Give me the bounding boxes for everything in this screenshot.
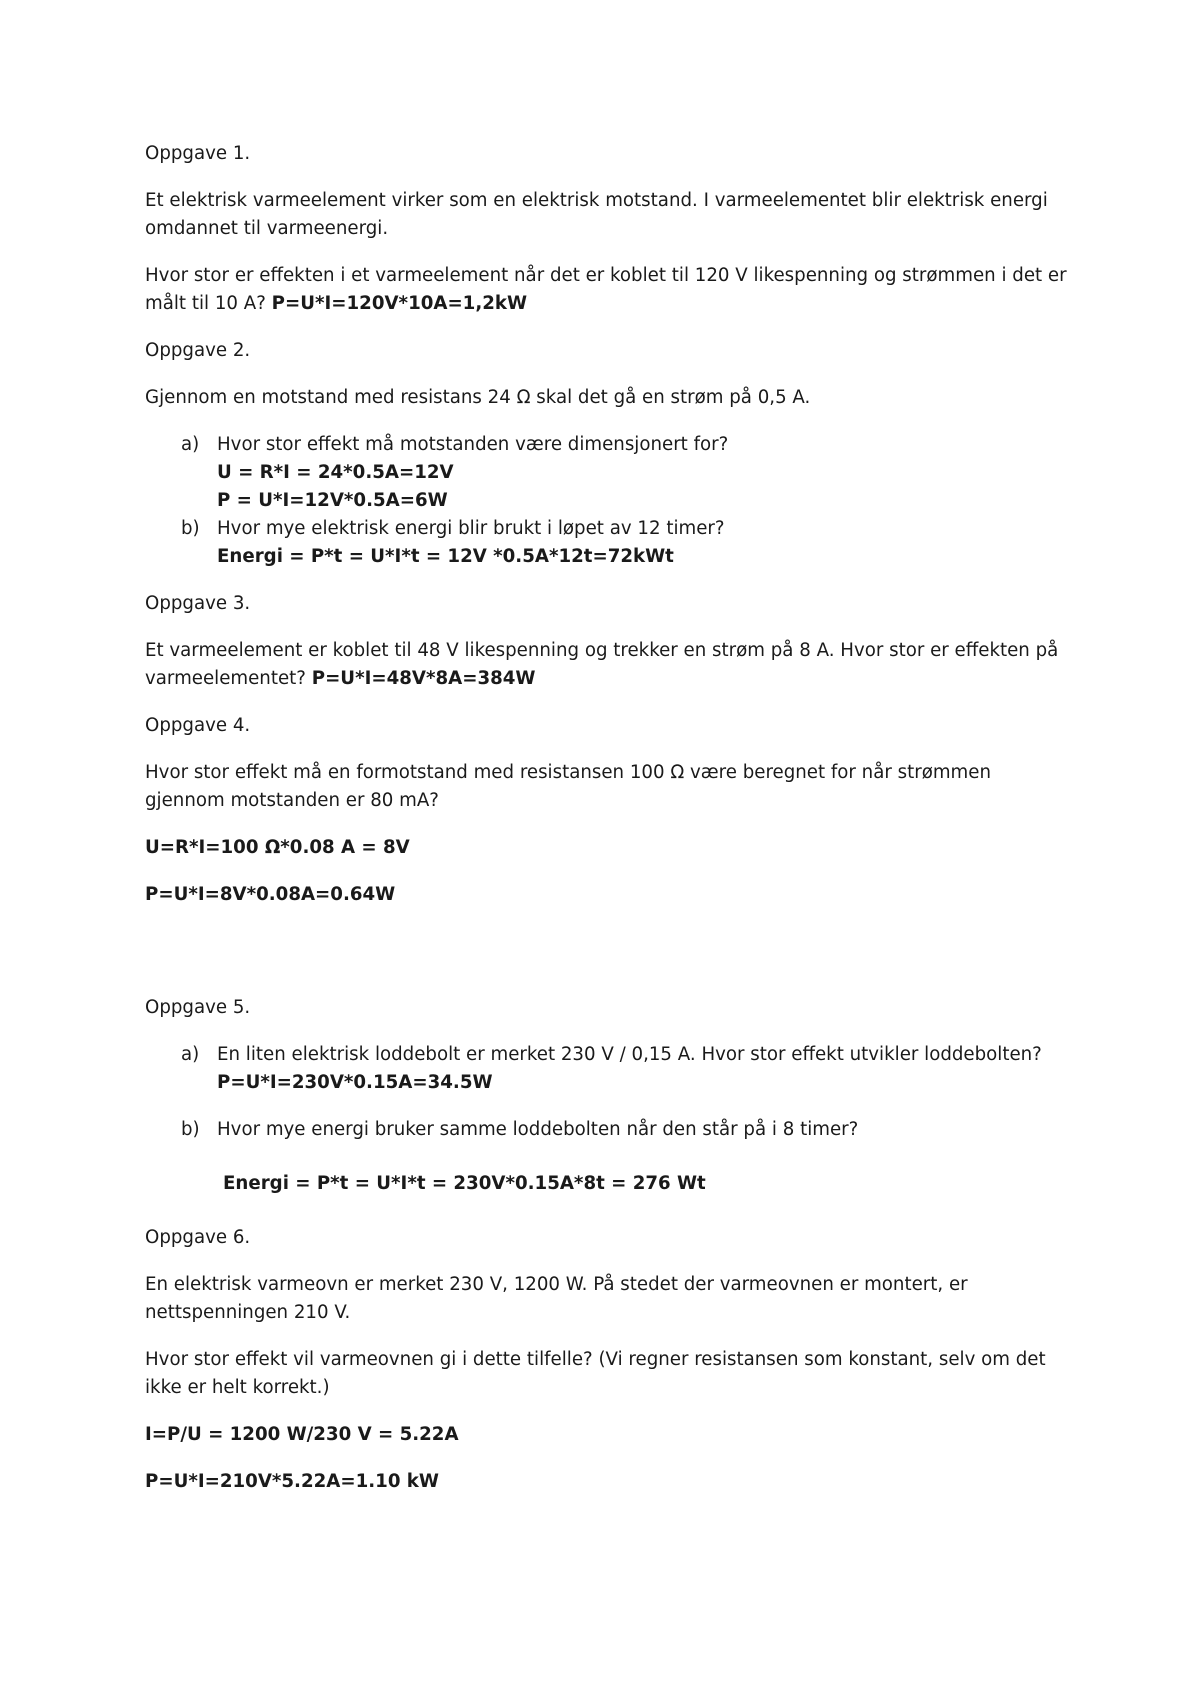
task2-a-question: Hvor stor effekt må motstanden være dimensjonert for? [217,434,729,455]
task2-item-b [145,515,1075,571]
task2-intro: Gjennom en motstand med resistans 24 Ω skal det gå en strøm på 0,5 A. [145,387,811,408]
task2-a-answer-2: P = U*I=12V*0.5A=6W [217,490,448,511]
spacer [145,928,1075,994]
task3-answer: P=U*I=48V*8A=384W [311,668,536,689]
task1-paragraph-1: Et elektrisk varmeelement virker som en elektrisk motstand. I varmeelementet blir elektrisk energi omdannet til varmeenergi. [145,190,1048,239]
task3-heading: Oppgave 3. [145,593,251,614]
task5-a-label: a) [181,1044,200,1065]
task5-a-question: En liten elektrisk loddebolt er merket 230 V / 0,15 A. Hvor stor effekt utvikler loddebolten? [217,1044,1042,1065]
task2-b-label: b) [181,518,200,539]
task1-question: Hvor stor er effekten i et varmeelement når det er koblet til 120 V likespenning og strømmen i det er målt til 10 A? [145,265,1067,314]
task4-answer-2: P=U*I=8V*0.08A=0.64W [145,884,396,905]
task6-answer-2: P=U*I=210V*5.22A=1.10 kW [145,1471,439,1492]
task2-item-a [145,431,1075,515]
task2-a-label: a) [181,434,200,455]
task1-heading: Oppgave 1. [145,143,251,164]
task5-b-label: b) [181,1119,200,1140]
task5-item-b [145,1116,1075,1198]
task2-b-question: Hvor mye elektrisk energi blir brukt i løpet av 12 timer? [217,518,725,539]
task6-heading: Oppgave 6. [145,1227,251,1248]
task1-answer: P=U*I=120V*10A=1,2kW [271,293,528,314]
task2-heading: Oppgave 2. [145,340,251,361]
task2-a-answer-1: U = R*I = 24*0.5A=12V [217,462,454,483]
spacer [145,1198,1075,1224]
task5-item-a [145,1041,1075,1097]
task6-paragraph-2: Hvor stor effekt vil varmeovnen gi i dette tilfelle? (Vi regner resistansen som konstant, selv om det ikke er helt korrekt.) [145,1349,1046,1398]
task4-text: Hvor stor effekt må en formotstand med resistansen 100 Ω være beregnet for når strømmen gjennom motstanden er 80 mA? [145,762,991,811]
task4-answer-1: U=R*I=100 Ω*0.08 A = 8V [145,837,410,858]
task4-heading: Oppgave 4. [145,715,251,736]
document-content [145,140,1075,1515]
task1-paragraph-2 [145,262,1075,318]
task6-paragraph-1: En elektrisk varmeovn er merket 230 V, 1200 W. På stedet der varmeovnen er montert, er nettspenningen 210 V. [145,1274,968,1323]
task2-b-answer: Energi = P*t = U*I*t = 12V *0.5A*12t=72kWt [217,546,674,567]
task3-text: Et varmeelement er koblet til 48 V likespenning og trekker en strøm på 8 A. Hvor stor er effekten på varmeelementet? [145,640,1059,689]
task6-answer-1: I=P/U = 1200 W/230 V = 5.22A [145,1424,459,1445]
task5-b-question: Hvor mye energi bruker samme loddebolten når den står på i 8 timer? [217,1119,859,1140]
task3-paragraph [145,637,1075,693]
spacer [217,1144,1075,1170]
task5-heading: Oppgave 5. [145,997,251,1018]
task5-a-answer: P=U*I=230V*0.15A=34.5W [217,1072,493,1093]
task5-b-answer: Energi = P*t = U*I*t = 230V*0.15A*8t = 276 Wt [223,1173,706,1194]
